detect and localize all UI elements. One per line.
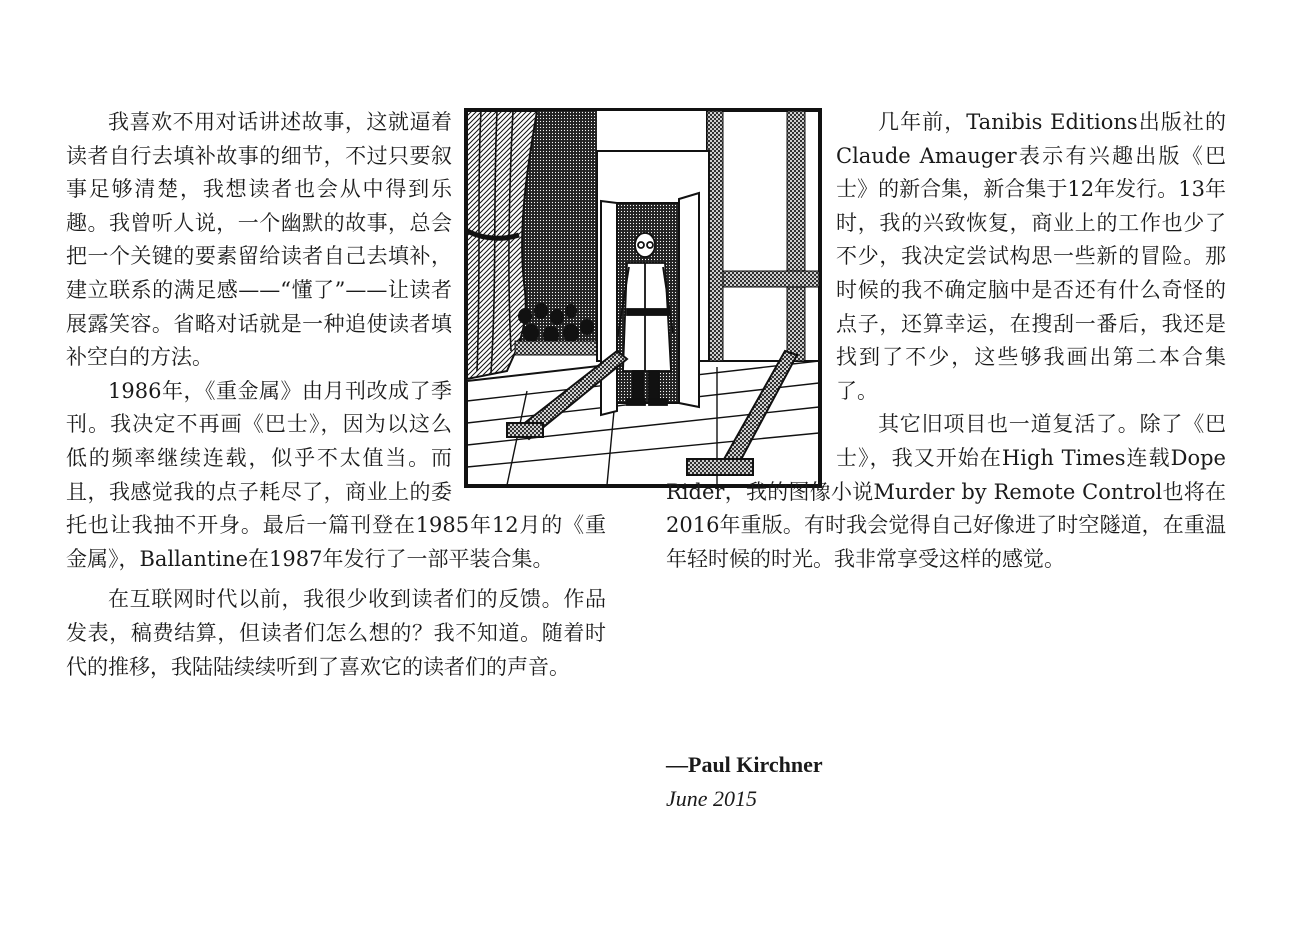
paragraph-new-collection: 几年前，Tanibis Editions出版社的Claude Amauger表示有兴趣出版《巴士》的新合集，新合集于12年发行。13年时，我的兴致恢复，商业上的工作也少了不少，我决定尝试构思一些新的冒险。那时候的我不确定脑中是否还有什么奇怪的点子，还算幸运，在搜刮一番后，我还是找到了不少，这些够我画出第二本合集了。 xyxy=(836,110,1226,403)
paragraph-reader-feedback: 在互联网时代以前，我很少收到读者们的反馈。作品发表，稿费结算，但读者们怎么想的？我不知道。随着时代的推移，我陆陆续续听到了喜欢它的读者们的声音。 xyxy=(66,587,606,679)
signature-date: June 2015 xyxy=(666,786,758,811)
right-text-column xyxy=(666,106,1226,576)
left-text-column xyxy=(66,106,606,684)
paragraph-dialogue-free: 我喜欢不用对话讲述故事，这就逼着读者自行去填补故事的细节，不过只要叙事足够清楚，我想读者也会从中得到乐趣。我曾听人说，一个幽默的故事，总会把一个关键的要素留给读者自己去填补，建立联系的满足感——“懂了”——让读者展露笑容。省略对话就是一种追使读者填补空白的方法。 xyxy=(66,110,452,370)
author-signature: —Paul Kirchner xyxy=(666,752,823,777)
paragraph-old-projects: 其它旧项目也一道复活了。除了《巴士》，我又开始在High Times连载Dope Rider，我的图像小说Murder by Remote Control也将在2016年重版。有时我会觉得自己好像进了时空隧道，在重温年轻时候的时光。我非常享受这样的感觉。 xyxy=(666,412,1226,571)
paragraph-1986: 1986年，《重金属》由月刊改成了季刊。我决定不再画《巴士》，因为以这么低的频率继续连载，似乎不太值当。而且，我感觉我的点子耗尽了，商业上的委托也让我抽不开身。最后一篇刊登在1985年12月的《重金属》，Ballantine在1987年发行了一部平装合集。 xyxy=(66,378,606,571)
